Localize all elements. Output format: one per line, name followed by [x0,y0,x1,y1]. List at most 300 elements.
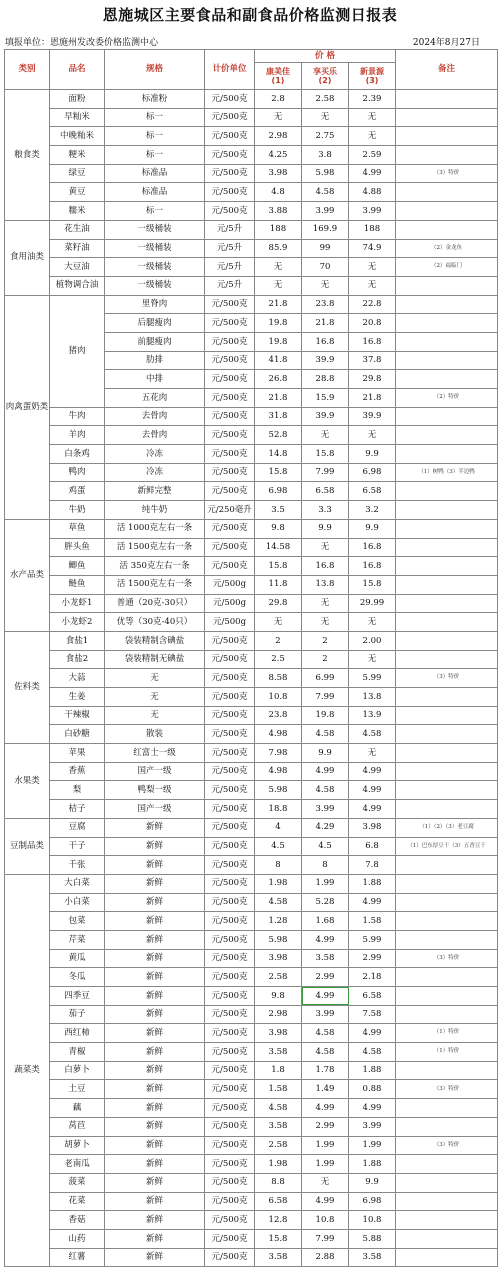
price-store-2-cell: 1.49 [302,1080,349,1099]
price-store-3-cell: 无 [349,426,396,445]
unit-cell: 元/500克 [205,1211,255,1230]
price-store-3-cell: 20.8 [349,314,396,333]
price-store-1-cell: 4.98 [255,762,302,781]
note-cell [396,557,498,576]
unit-cell: 元/500克 [205,407,255,426]
table-row [5,1248,498,1267]
item-name-cell: 冬瓜 [50,968,105,987]
table-row [5,407,498,426]
item-name-cell: 面粉 [50,90,105,109]
table-row [5,1155,498,1174]
note-cell [396,613,498,632]
unit-cell: 元/500克 [205,538,255,557]
note-cell [396,445,498,464]
table-row [5,837,498,856]
header-name: 品名 [50,50,105,90]
spec-cell: 里脊肉 [105,295,205,314]
note-cell [396,856,498,875]
unit-cell: 元/5升 [205,276,255,295]
price-store-2-cell: 15.9 [302,389,349,408]
spec-cell: 新鲜 [105,1192,205,1211]
item-name-cell: 鸡蛋 [50,482,105,501]
spec-cell: 后腿瘦肉 [105,314,205,333]
table-row [5,463,498,482]
price-store-3-cell: 6.98 [349,463,396,482]
price-store-3-cell: 4.99 [349,800,396,819]
price-store-2-cell: 3.8 [302,146,349,165]
price-store-1-cell: 1.98 [255,874,302,893]
unit-cell: 元/500克 [205,837,255,856]
note-cell: （1）（2）（3）老豆腐 [396,818,498,837]
price-store-2-cell: 4.58 [302,725,349,744]
price-store-2-cell: 3.3 [302,501,349,520]
unit-cell: 元/500克 [205,1117,255,1136]
note-cell [396,968,498,987]
price-store-3-cell: 1.58 [349,912,396,931]
unit-cell: 元/500克 [205,295,255,314]
spec-cell: 一级桶装 [105,239,205,258]
note-cell [396,725,498,744]
item-name-cell: 大白菜 [50,874,105,893]
note-cell [396,688,498,707]
price-store-2-cell: 7.99 [302,463,349,482]
price-store-2-cell: 3.99 [302,800,349,819]
item-name-cell: 豆腐 [50,818,105,837]
table-row [5,1117,498,1136]
unit-cell: 元/500克 [205,725,255,744]
unit-cell: 元/500克 [205,557,255,576]
unit-cell: 元/500克 [205,818,255,837]
price-store-3-cell: 4.58 [349,725,396,744]
price-store-1-cell: 3.5 [255,501,302,520]
table-row [5,1229,498,1248]
unit-cell: 元/500克 [205,370,255,389]
price-store-1-cell: 6.98 [255,482,302,501]
table-row [5,276,498,295]
spec-cell: 新鲜 [105,1211,205,1230]
price-store-1-cell: 7.98 [255,744,302,763]
price-store-3-cell: 39.9 [349,407,396,426]
price-store-2-cell: 2.75 [302,127,349,146]
price-store-2-cell: 3.99 [302,1005,349,1024]
note-cell [396,762,498,781]
price-store-2-cell: 5.98 [302,164,349,183]
price-store-1-cell: 3.98 [255,1024,302,1043]
spec-cell: 活 1000克左右一条 [105,519,205,538]
price-store-3-cell: 74.9 [349,239,396,258]
unit-cell: 元/500克 [205,445,255,464]
spec-cell: 新鲜 [105,1080,205,1099]
unit-cell: 元/500克 [205,202,255,221]
unit-cell: 元/5升 [205,239,255,258]
price-store-1-cell: 52.8 [255,426,302,445]
price-store-1-cell: 1.8 [255,1061,302,1080]
item-name-cell: 食盐2 [50,650,105,669]
report-date: 2024年8月27日 [412,38,480,48]
price-store-2-cell: 4.99 [302,1192,349,1211]
header-category: 类别 [5,50,50,90]
price-store-2-cell: 2 [302,650,349,669]
unit-cell: 元/500克 [205,669,255,688]
item-name-cell: 西红柿 [50,1024,105,1043]
unit-cell: 元/500克 [205,351,255,370]
item-name-cell: 菜籽油 [50,239,105,258]
price-store-3-cell: 9.9 [349,1173,396,1192]
price-store-2-cell: 2.58 [302,90,349,109]
note-cell: （1）树鸭（3）半边鸭 [396,463,498,482]
unit-cell: 元/500克 [205,146,255,165]
table-row [5,1192,498,1211]
item-name-cell: 糯米 [50,202,105,221]
price-store-1-cell: 12.8 [255,1211,302,1230]
price-store-3-cell: 3.99 [349,202,396,221]
item-name-cell: 鸭肉 [50,463,105,482]
spec-cell: 新鲜 [105,1061,205,1080]
unit-cell: 元/5升 [205,220,255,239]
price-store-2-cell: 4.58 [302,1043,349,1062]
price-store-3-cell: 无 [349,108,396,127]
price-store-1-cell: 2.58 [255,968,302,987]
table-row [5,1061,498,1080]
price-store-1-cell: 85.9 [255,239,302,258]
price-store-1-cell: 4.5 [255,837,302,856]
price-store-1-cell: 9.8 [255,519,302,538]
item-name-cell: 莴苣 [50,1117,105,1136]
price-store-1-cell: 1.98 [255,1155,302,1174]
price-table [4,49,498,1267]
spec-cell: 新鲜 [105,1117,205,1136]
item-name-cell: 黄豆 [50,183,105,202]
table-row [5,575,498,594]
item-name-cell: 山药 [50,1229,105,1248]
spec-cell: 无 [105,669,205,688]
price-store-1-cell: 3.58 [255,1043,302,1062]
unit-cell: 元/500克 [205,744,255,763]
note-cell [396,1005,498,1024]
item-name-cell: 大蒜 [50,669,105,688]
price-store-1-cell: 15.8 [255,1229,302,1248]
table-row [5,445,498,464]
price-store-2-cell: 无 [302,108,349,127]
table-row [5,688,498,707]
price-store-2-cell: 1.68 [302,912,349,931]
unit-cell: 元/500克 [205,127,255,146]
price-store-3-cell: 4.99 [349,1099,396,1118]
spec-cell: 新鲜完整 [105,482,205,501]
unit-cell: 元/500克 [205,1248,255,1267]
note-cell [396,1229,498,1248]
item-name-cell: 草鱼 [50,519,105,538]
table-row [5,725,498,744]
item-name-cell: 猪肉 [50,295,105,407]
unit-cell: 元/500克 [205,389,255,408]
table-row [5,1080,498,1099]
spec-cell: 新鲜 [105,893,205,912]
category-cell: 豆制品类 [5,818,50,874]
item-name-cell: 食盐1 [50,631,105,650]
item-name-cell: 藕 [50,1099,105,1118]
price-store-1-cell: 26.8 [255,370,302,389]
item-name-cell: 白砂糖 [50,725,105,744]
price-store-3-cell: 2.00 [349,631,396,650]
price-store-3-cell: 4.99 [349,762,396,781]
table-row [5,482,498,501]
table-row [5,239,498,258]
spec-cell: 纯牛奶 [105,501,205,520]
spec-cell: 新鲜 [105,1024,205,1043]
item-name-cell: 胖头鱼 [50,538,105,557]
price-store-1-cell: 10.8 [255,688,302,707]
reporting-unit: 填报单位：恩施州发改委价格监测中心 [5,38,159,48]
price-store-3-cell: 7.58 [349,1005,396,1024]
table-row [5,1099,498,1118]
price-store-3-cell: 4.99 [349,893,396,912]
price-store-3-cell: 0.88 [349,1080,396,1099]
spec-cell: 新鲜 [105,912,205,931]
price-store-1-cell: 无 [255,258,302,277]
price-store-3-cell: 10.8 [349,1211,396,1230]
header-store-2: 享买乐 (2) [302,63,349,90]
price-store-1-cell: 11.8 [255,575,302,594]
price-store-1-cell: 8 [255,856,302,875]
price-store-2-cell: 7.99 [302,1229,349,1248]
price-store-2-cell: 1.78 [302,1061,349,1080]
note-cell: （3）特价 [396,1080,498,1099]
note-cell [396,781,498,800]
price-store-2-cell: 28.8 [302,370,349,389]
unit-cell: 元/500克 [205,463,255,482]
spec-cell: 普通（20克-30只） [105,594,205,613]
spec-cell: 去骨肉 [105,407,205,426]
spec-cell: 标准品 [105,164,205,183]
unit-cell: 元/500克 [205,800,255,819]
item-name-cell: 花生油 [50,220,105,239]
note-cell [396,183,498,202]
unit-cell: 元/500克 [205,1005,255,1024]
price-store-2-cell: 99 [302,239,349,258]
spec-cell: 袋装精制无碘盐 [105,650,205,669]
note-cell [396,594,498,613]
unit-cell: 元/500克 [205,688,255,707]
table-row [5,818,498,837]
price-store-2-cell: 70 [302,258,349,277]
item-name-cell: 粳米 [50,146,105,165]
price-store-1-cell: 1.28 [255,912,302,931]
table-row [5,744,498,763]
note-cell [396,108,498,127]
table-row [5,669,498,688]
price-store-2-cell: 3.58 [302,949,349,968]
note-cell [396,519,498,538]
price-store-3-cell: 188 [349,220,396,239]
category-cell: 佐料类 [5,631,50,743]
unit-cell: 元/500克 [205,183,255,202]
price-store-3-cell: 16.8 [349,538,396,557]
spec-cell: 五花肉 [105,389,205,408]
price-store-1-cell: 8.8 [255,1173,302,1192]
note-cell [396,407,498,426]
spec-cell: 袋装精制含碘盐 [105,631,205,650]
spec-cell: 散装 [105,725,205,744]
price-store-1-cell: 188 [255,220,302,239]
price-store-3-cell: 无 [349,650,396,669]
item-name-cell: 菠菜 [50,1173,105,1192]
unit-cell: 元/500克 [205,1192,255,1211]
price-store-1-cell: 3.58 [255,1248,302,1267]
table-row [5,856,498,875]
table-row [5,1024,498,1043]
price-store-2-cell: 1.99 [302,1136,349,1155]
unit-cell: 元/500克 [205,856,255,875]
item-name-cell: 鲫鱼 [50,557,105,576]
spec-cell: 新鲜 [105,968,205,987]
table-row [5,706,498,725]
price-store-2-cell: 4.99 [302,762,349,781]
item-name-cell: 小龙虾2 [50,613,105,632]
price-store-1-cell: 3.58 [255,1117,302,1136]
spec-cell: 标准粉 [105,90,205,109]
table-row [5,295,498,314]
note-cell [396,220,498,239]
unit-cell: 元/500克 [205,90,255,109]
price-store-3-cell: 2.59 [349,146,396,165]
note-cell: （2）金龙鱼 [396,239,498,258]
item-name-cell: 中晚籼米 [50,127,105,146]
price-store-3-cell: 5.99 [349,930,396,949]
price-store-3-cell: 无 [349,744,396,763]
note-cell [396,1173,498,1192]
spec-cell: 中排 [105,370,205,389]
note-cell [396,127,498,146]
price-store-2-cell: 2.99 [302,1117,349,1136]
price-store-2-cell: 23.8 [302,295,349,314]
spec-cell: 标一 [105,202,205,221]
price-store-2-cell: 4.58 [302,781,349,800]
price-store-3-cell: 9.9 [349,445,396,464]
note-cell [396,1192,498,1211]
table-row [5,557,498,576]
price-store-3-cell: 1.88 [349,1155,396,1174]
header-notes: 备注 [396,50,498,90]
price-store-1-cell: 3.88 [255,202,302,221]
table-row [5,202,498,221]
note-cell: （2）福临门 [396,258,498,277]
price-store-2-cell: 1.99 [302,1155,349,1174]
spec-cell: 优等（30克-40只） [105,613,205,632]
price-store-3-cell: 1.99 [349,1136,396,1155]
price-store-2-cell: 9.9 [302,519,349,538]
price-store-1-cell: 4.58 [255,893,302,912]
spec-cell: 新鲜 [105,1248,205,1267]
table-row [5,426,498,445]
spec-cell: 一级桶装 [105,276,205,295]
price-store-2-cell: 9.9 [302,744,349,763]
price-store-1-cell: 2.98 [255,127,302,146]
note-cell [396,426,498,445]
price-store-1-cell: 23.8 [255,706,302,725]
price-store-1-cell: 19.8 [255,332,302,351]
table-row [5,538,498,557]
note-cell [396,650,498,669]
item-name-cell: 干子 [50,837,105,856]
price-store-2-cell: 4.58 [302,1024,349,1043]
price-store-1-cell: 4.8 [255,183,302,202]
price-store-1-cell: 3.98 [255,949,302,968]
unit-cell: 元/500克 [205,1080,255,1099]
header-store-1: 康美佳 (1) [255,63,302,90]
note-cell: （3）特价 [396,669,498,688]
table-row [5,987,498,1006]
item-name-cell: 牛肉 [50,407,105,426]
note-cell [396,1248,498,1267]
unit-cell: 元/500克 [205,893,255,912]
note-cell [396,1099,498,1118]
spec-cell: 标一 [105,108,205,127]
table-row [5,930,498,949]
note-cell: （1）特价 [396,1024,498,1043]
price-store-2-cell: 4.29 [302,818,349,837]
item-name-cell: 大豆油 [50,258,105,277]
unit-cell: 元/500克 [205,949,255,968]
item-name-cell: 红薯 [50,1248,105,1267]
price-store-1-cell: 3.98 [255,164,302,183]
spec-cell: 新鲜 [105,1043,205,1062]
unit-cell: 元/500克 [205,631,255,650]
item-name-cell: 胡萝卜 [50,1136,105,1155]
price-store-3-cell: 29.99 [349,594,396,613]
price-store-2-cell: 19.8 [302,706,349,725]
spec-cell: 新鲜 [105,837,205,856]
table-row [5,1043,498,1062]
price-store-2-cell: 8 [302,856,349,875]
unit-cell: 元/500克 [205,1043,255,1062]
table-row [5,146,498,165]
note-cell [396,314,498,333]
price-store-2-cell: 13.8 [302,575,349,594]
unit-cell: 元/500克 [205,426,255,445]
price-store-1-cell: 2 [255,631,302,650]
price-store-3-cell: 3.2 [349,501,396,520]
item-name-cell: 香蕉 [50,762,105,781]
price-store-1-cell: 4 [255,818,302,837]
price-store-3-cell: 9.9 [349,519,396,538]
price-store-3-cell: 4.99 [349,164,396,183]
price-store-3-cell: 2.18 [349,968,396,987]
price-store-1-cell: 9.8 [255,987,302,1006]
price-store-1-cell: 14.58 [255,538,302,557]
item-name-cell: 小白菜 [50,893,105,912]
unit-cell: 元/500g [205,575,255,594]
spec-cell: 红富士一级 [105,744,205,763]
price-store-2-cell: 16.8 [302,557,349,576]
price-table-body [5,90,498,1267]
spec-cell: 新鲜 [105,1099,205,1118]
spec-cell: 活 1500克左右一条 [105,538,205,557]
price-store-3-cell: 15.8 [349,575,396,594]
price-store-1-cell: 19.8 [255,314,302,333]
price-store-2-cell: 2.99 [302,968,349,987]
item-name-cell: 芹菜 [50,930,105,949]
spec-cell: 新鲜 [105,1229,205,1248]
price-store-3-cell: 5.99 [349,669,396,688]
price-store-3-cell: 6.58 [349,482,396,501]
spec-cell: 无 [105,706,205,725]
table-row [5,1005,498,1024]
item-name-cell: 茄子 [50,1005,105,1024]
spec-cell: 新鲜 [105,1005,205,1024]
price-store-3-cell: 4.58 [349,1043,396,1062]
price-store-1-cell: 4.25 [255,146,302,165]
